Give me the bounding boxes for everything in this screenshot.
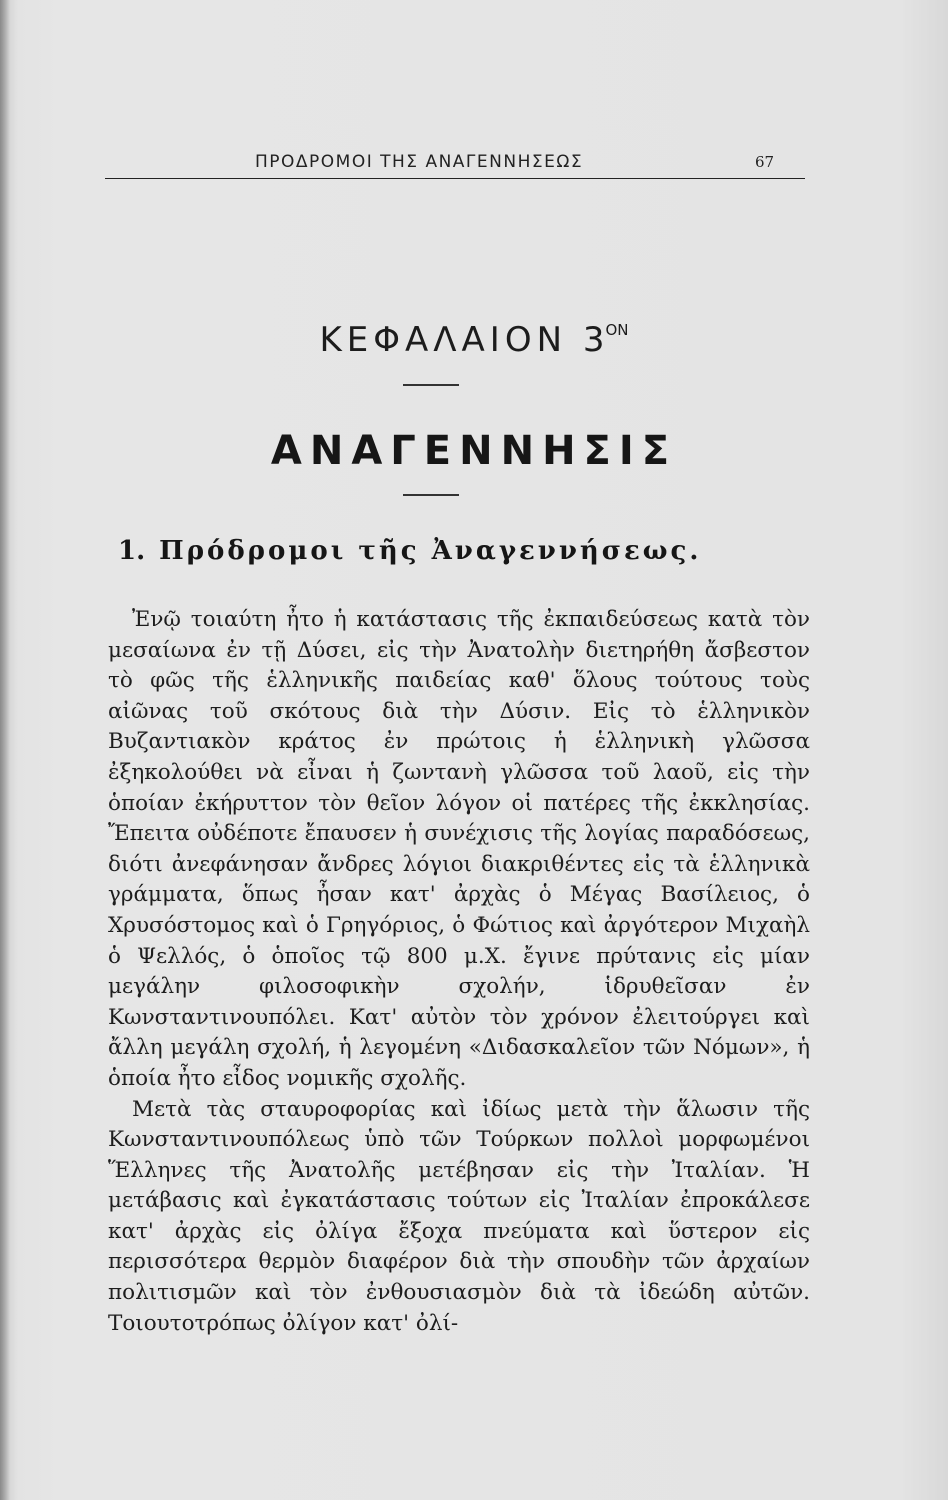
chapter-number-suffix: ΟΝ	[605, 321, 629, 339]
section-title: Πρόδρομοι τῆς Ἀναγεννήσεως.	[159, 536, 702, 566]
divider-rule-upper	[403, 384, 459, 386]
chapter-label: ΚΕΦΑΛΑΙΟΝ	[319, 320, 568, 360]
chapter-heading	[0, 320, 948, 360]
running-header	[105, 152, 805, 179]
chapter-title: ΑΝΑΓΕΝΝΗΣΙΣ	[270, 428, 678, 474]
paragraph: Ἐνῷ τοιαύτη ἦτο ἡ κατάστασις τῆς ἐκπαιδεύσεως κατὰ τὸν μεσαίωνα ἐν τῇ Δύσει, εἰς τὴν Ἀνατολὴν διετηρήθη ἄσβεστον τὸ φῶς τῆς ἑλληνικῆς παιδείας καθ' ὅλους τούτους τοὺς αἰῶνας τοῦ σκότους διὰ τὴν Δύσιν. Εἰς τὸ ἑλληνικὸν Βυζαντιακὸν κράτος ἐν πρώτοις ἡ ἑλληνικὴ γλῶσσα ἐξηκολούθει νὰ εἶναι ἡ ζωντανὴ γλῶσσα τοῦ λαοῦ, εἰς τὴν ὁποίαν ἐκήρυττον τὸν θεῖον λόγον οἱ πατέρες τῆς ἐκκλησίας. Ἔπειτα οὐδέποτε ἔπαυσεν ἡ συνέχισις τῆς λογίας παραδόσεως, διότι ἀνεφάνησαν ἄνδρες λόγιοι διακριθέντες εἰς τὰ ἑλληνικὰ γράμματα, ὅπως ἦσαν κατ' ἀρχὰς ὁ Μέγας Βασίλειος, ὁ Χρυσόστομος καὶ ὁ Γρηγόριος, ὁ Φώτιος καὶ ἀργότερον Μιχαὴλ ὁ Ψελλός, ὁ ὁποῖος τῷ 800 μ.Χ. ἔγινε πρύτανις εἰς μίαν μεγάλην φιλοσοφικὴν σχολήν, ἱδρυθεῖσαν ἐν Κωνσταντινουπόλει. Κατ' αὐτὸν τὸν χρόνον ἐλειτούργει καὶ ἄλλη μεγάλη σχολή, ἡ λεγομένη «Διδασκαλεῖον τῶν Νόμων», ἡ ὁποία ἦτο εἶδος νομικῆς σχολῆς.	[108, 607, 810, 1091]
paragraph: Μετὰ τὰς σταυροφορίας καὶ ἰδίως μετὰ τὴν ἅλωσιν τῆς Κωνσταντινουπόλεως ὑπὸ τῶν Τούρκων πολλοὶ μορφωμένοι Ἕλληνες τῆς Ἀνατολῆς μετέβησαν εἰς τὴν Ἰταλίαν. Ἡ μετάβασις καὶ ἐγκατάστασις τούτων εἰς Ἰταλίαν ἐπροκάλεσε κατ' ἀρχὰς εἰς ὀλίγα ἔξοχα πνεύματα καὶ ὕστερον εἰς περισσότερα θερμὸν διαφέρον διὰ τὴν σπουδὴν τῶν ἀρχαίων πολιτισμῶν καὶ τὸν ἐνθουσιασμὸν διὰ τὰ ἰδεώδη αὐτῶν. Τοιουτοτρόπως ὀλίγον κατ' ὀλί-	[108, 1096, 810, 1336]
section-heading	[118, 536, 701, 566]
binding-shadow	[0, 0, 10, 1500]
divider-rule-lower	[403, 494, 459, 496]
chapter-number: 3	[582, 320, 605, 360]
page-number: 67	[755, 153, 775, 171]
section-number: 1.	[118, 536, 146, 566]
running-title: ΠΡΟΔΡΟΜΟΙ ΤΗΣ ΑΝΑΓΕΝΝΗΣΕΩΣ	[255, 152, 584, 172]
body-text	[108, 605, 810, 1339]
